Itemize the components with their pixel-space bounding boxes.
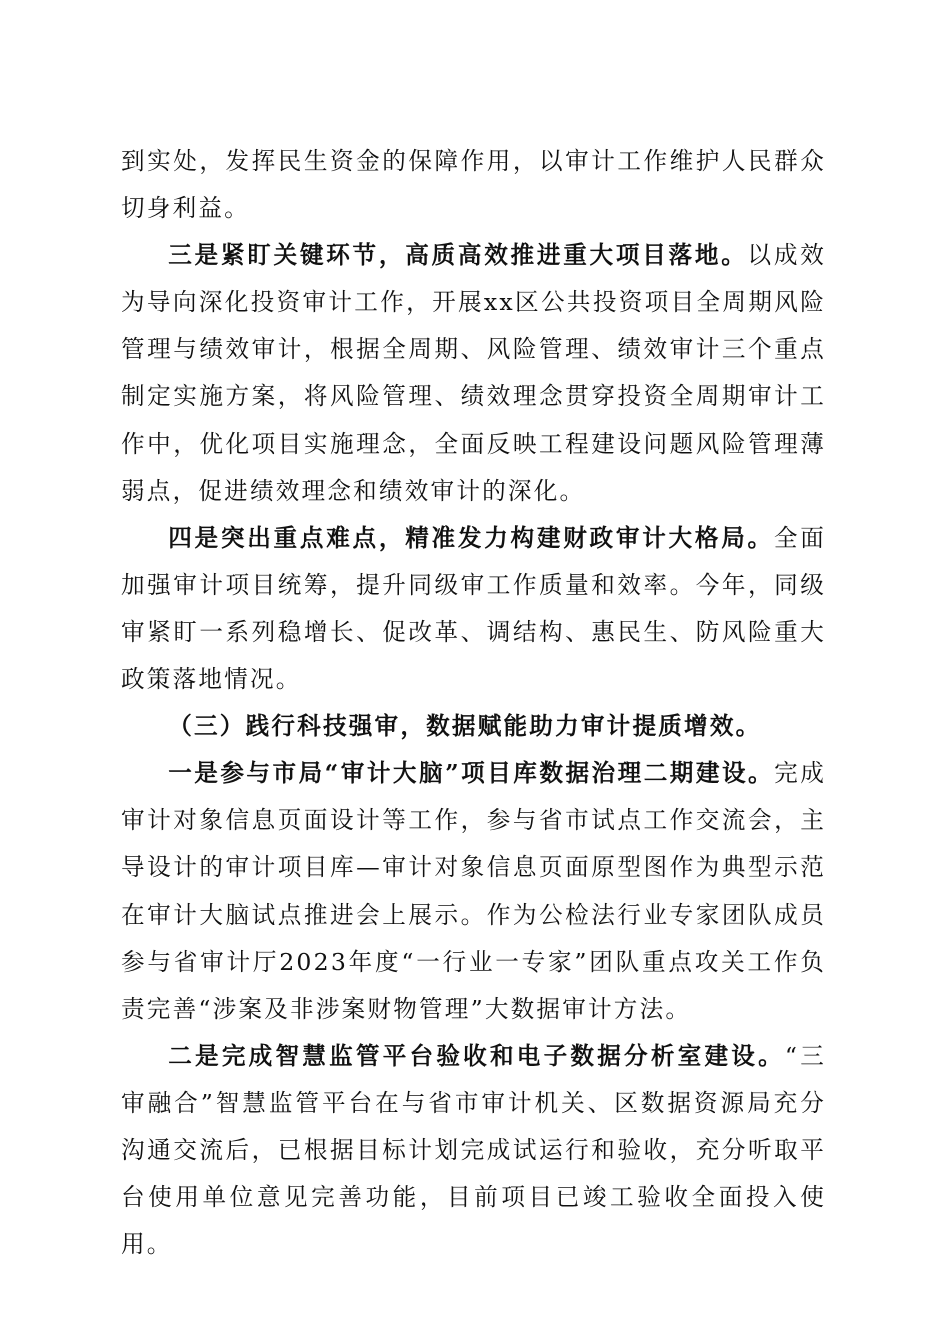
- paragraph-lead: 四是突出重点难点，精准发力构建财政审计大格局。: [168, 523, 774, 552]
- paragraph-smart-platform: [121, 1033, 826, 1268]
- document-body: [121, 138, 826, 1268]
- paragraph-continuation: [121, 138, 826, 232]
- paragraph-audit-brain: [121, 750, 826, 1033]
- paragraph-text: 全面加强审计项目统筹，提升同级审工作质量和效率。今年，同级审紧盯一系列稳增长、促改革、调结构、惠民生、防风险重大政策落地情况。: [121, 523, 826, 694]
- paragraph-lead: 三是紧盯关键环节，高质高效推进重大项目落地。: [168, 241, 748, 270]
- paragraph-major-projects: [121, 232, 826, 515]
- paragraph-fiscal-audit: [121, 515, 826, 703]
- section-heading-text: （三）践行科技强审，数据赋能助力审计提质增效。: [168, 712, 762, 741]
- paragraph-text: 完成审计对象信息页面设计等工作，参与省市试点工作交流会，主导设计的审计项目库—审计对象信息页面原型图作为典型示范在审计大脑试点推进会上展示。作为公检法行业专家团队成员参与省审计厅2023年度“一行业一专家”团队重点攻关工作负责完善“涉案及非涉案财物管理”大数据审计方法。: [121, 759, 826, 1023]
- paragraph-lead: 二是完成智慧监管平台验收和电子数据分析室建设。: [168, 1041, 785, 1070]
- paragraph-text: 到实处，发挥民生资金的保障作用，以审计工作维护人民群众切身利益。: [121, 147, 826, 223]
- section-heading: [121, 703, 826, 750]
- paragraph-text: 以成效为导向深化投资审计工作，开展xx区公共投资项目全周期风险管理与绩效审计，根据全周期、风险管理、绩效审计三个重点制定实施方案，将风险管理、绩效理念贯穿投资全周期审计工作中，优化项目实施理念，全面反映工程建设问题风险管理薄弱点，促进绩效理念和绩效审计的深化。: [121, 241, 826, 505]
- paragraph-text: “三审融合”智慧监管平台在与省市审计机关、区数据资源局充分沟通交流后，已根据目标计划完成试运行和验收，充分听取平台使用单位意见完善功能，目前项目已竣工验收全面投入使用。: [121, 1041, 826, 1259]
- paragraph-lead: 一是参与市局“审计大脑”项目库数据治理二期建设。: [168, 759, 775, 788]
